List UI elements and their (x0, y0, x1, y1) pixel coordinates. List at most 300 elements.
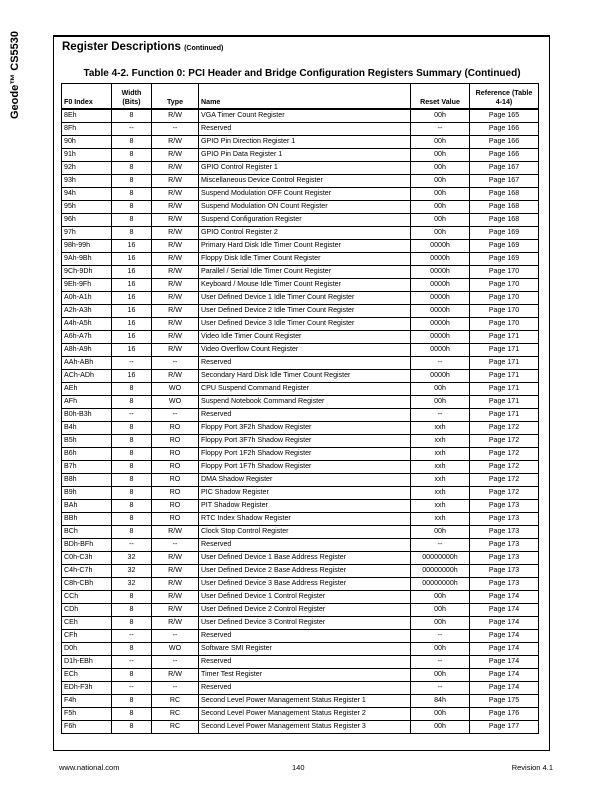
cell-width: 8 (112, 227, 152, 240)
cell-name: GPIO Pin Direction Register 1 (199, 136, 411, 149)
header-width: Width (Bits) (112, 84, 152, 110)
cell-reference: Page 168 (470, 214, 539, 227)
cell-reference: Page 169 (470, 227, 539, 240)
table-row (62, 539, 539, 552)
cell-type: -- (152, 539, 199, 552)
cell-reset: -- (411, 123, 470, 136)
table-header-row (62, 84, 539, 110)
cell-type: RO (152, 461, 199, 474)
cell-reset: -- (411, 357, 470, 370)
cell-reference: Page 174 (470, 604, 539, 617)
cell-name: CPU Suspend Command Register (199, 383, 411, 396)
cell-name: PIC Shadow Register (199, 487, 411, 500)
cell-width: 8 (112, 136, 152, 149)
cell-width: 8 (112, 669, 152, 682)
cell-type: WO (152, 396, 199, 409)
cell-width: 8 (112, 162, 152, 175)
cell-name: Suspend Modulation ON Count Register (199, 201, 411, 214)
cell-index: BBh (62, 513, 112, 526)
cell-type: R/W (152, 305, 199, 318)
cell-name: Parallel / Serial Idle Timer Count Register (199, 266, 411, 279)
cell-name: Suspend Configuration Register (199, 214, 411, 227)
table-row (62, 162, 539, 175)
cell-index: CFh (62, 630, 112, 643)
cell-width: 16 (112, 344, 152, 357)
table-row (62, 630, 539, 643)
cell-type: R/W (152, 526, 199, 539)
cell-width: -- (112, 682, 152, 695)
cell-width: 8 (112, 708, 152, 721)
table-row (62, 136, 539, 149)
section-title-text: Register Descriptions (62, 41, 181, 53)
cell-name: Video Idle Timer Count Register (199, 331, 411, 344)
table-row (62, 149, 539, 162)
cell-reference: Page 168 (470, 201, 539, 214)
cell-name: Floppy Port 3F7h Shadow Register (199, 435, 411, 448)
cell-index: B8h (62, 474, 112, 487)
cell-name: Video Overflow Count Register (199, 344, 411, 357)
cell-type: -- (152, 630, 199, 643)
cell-reference: Page 165 (470, 109, 539, 123)
table-row (62, 448, 539, 461)
cell-reset: -- (411, 539, 470, 552)
cell-reset: 00h (411, 188, 470, 201)
cell-reference: Page 174 (470, 682, 539, 695)
cell-index: 9Ah-9Bh (62, 253, 112, 266)
cell-reset: 00000000h (411, 552, 470, 565)
table-row (62, 552, 539, 565)
cell-name: Timer Test Register (199, 669, 411, 682)
cell-index: C8h-CBh (62, 578, 112, 591)
table-row (62, 474, 539, 487)
table-row (62, 695, 539, 708)
table-row (62, 357, 539, 370)
cell-type: R/W (152, 214, 199, 227)
cell-reset: 00h (411, 669, 470, 682)
cell-index: 98h-99h (62, 240, 112, 253)
cell-reference: Page 174 (470, 591, 539, 604)
cell-reference: Page 171 (470, 370, 539, 383)
cell-type: -- (152, 357, 199, 370)
cell-width: -- (112, 539, 152, 552)
cell-name: Floppy Disk Idle Timer Count Register (199, 253, 411, 266)
cell-reset: 00h (411, 721, 470, 734)
cell-name: Miscellaneous Device Control Register (199, 175, 411, 188)
cell-type: RC (152, 721, 199, 734)
cell-reset: xxh (411, 513, 470, 526)
cell-name: User Defined Device 3 Base Address Register (199, 578, 411, 591)
cell-reset: xxh (411, 422, 470, 435)
cell-name: Reserved (199, 357, 411, 370)
cell-index: EDh-F3h (62, 682, 112, 695)
cell-name: User Defined Device 1 Control Register (199, 591, 411, 604)
cell-reference: Page 176 (470, 708, 539, 721)
cell-reset: -- (411, 409, 470, 422)
cell-name: Floppy Port 1F7h Shadow Register (199, 461, 411, 474)
side-product-label (4, 30, 26, 120)
cell-width: 8 (112, 721, 152, 734)
cell-index: B9h (62, 487, 112, 500)
table-row (62, 526, 539, 539)
cell-type: -- (152, 123, 199, 136)
cell-reset: -- (411, 630, 470, 643)
cell-name: Reserved (199, 682, 411, 695)
cell-index: D1h-EBh (62, 656, 112, 669)
cell-reference: Page 172 (470, 448, 539, 461)
cell-reference: Page 172 (470, 474, 539, 487)
cell-type: R/W (152, 188, 199, 201)
table-row (62, 396, 539, 409)
cell-width: 8 (112, 435, 152, 448)
header-reference: Reference (Table 4-14) (470, 84, 539, 110)
cell-width: 8 (112, 695, 152, 708)
cell-index: 95h (62, 201, 112, 214)
cell-reset: 00h (411, 591, 470, 604)
cell-width: 8 (112, 422, 152, 435)
table-row (62, 656, 539, 669)
cell-reference: Page 166 (470, 136, 539, 149)
cell-reset: xxh (411, 435, 470, 448)
cell-type: R/W (152, 552, 199, 565)
cell-name: User Defined Device 1 Idle Timer Count Register (199, 292, 411, 305)
cell-width: 8 (112, 396, 152, 409)
header-index: F0 Index (62, 84, 112, 110)
cell-type: RO (152, 487, 199, 500)
cell-name: GPIO Pin Data Register 1 (199, 149, 411, 162)
cell-index: CDh (62, 604, 112, 617)
cell-reset: 0000h (411, 344, 470, 357)
cell-type: R/W (152, 266, 199, 279)
cell-index: 91h (62, 149, 112, 162)
cell-index: BDh-BFh (62, 539, 112, 552)
side-product-label-text: Geode™ CS5530 (9, 30, 21, 120)
cell-index: F4h (62, 695, 112, 708)
cell-name: Reserved (199, 539, 411, 552)
cell-reference: Page 171 (470, 357, 539, 370)
cell-reset: 0000h (411, 253, 470, 266)
cell-reset: 0000h (411, 279, 470, 292)
cell-width: 16 (112, 318, 152, 331)
cell-index: AAh-ABh (62, 357, 112, 370)
cell-reference: Page 170 (470, 266, 539, 279)
cell-name: GPIO Control Register 2 (199, 227, 411, 240)
cell-reset: xxh (411, 461, 470, 474)
cell-reference: Page 174 (470, 630, 539, 643)
cell-name: Primary Hard Disk Idle Timer Count Register (199, 240, 411, 253)
table-row (62, 201, 539, 214)
cell-index: D0h (62, 643, 112, 656)
cell-name: Keyboard / Mouse Idle Timer Count Register (199, 279, 411, 292)
cell-width: 8 (112, 175, 152, 188)
cell-width: 16 (112, 331, 152, 344)
cell-reset: 00h (411, 214, 470, 227)
cell-width: 8 (112, 188, 152, 201)
cell-index: B0h-B3h (62, 409, 112, 422)
cell-type: R/W (152, 565, 199, 578)
cell-index: B4h (62, 422, 112, 435)
cell-reset: 00h (411, 708, 470, 721)
cell-width: 8 (112, 214, 152, 227)
cell-index: A8h-A9h (62, 344, 112, 357)
cell-index: F6h (62, 721, 112, 734)
cell-width: 8 (112, 643, 152, 656)
cell-width: 8 (112, 487, 152, 500)
cell-reference: Page 169 (470, 253, 539, 266)
cell-type: RO (152, 448, 199, 461)
cell-type: R/W (152, 604, 199, 617)
cell-width: 8 (112, 109, 152, 123)
cell-reference: Page 169 (470, 240, 539, 253)
cell-index: CCh (62, 591, 112, 604)
table-caption: Table 4-2. Function 0: PCI Header and Bridge Configuration Registers Summary (Continued) (83, 68, 521, 79)
table-row (62, 591, 539, 604)
table-row (62, 227, 539, 240)
table-row (62, 617, 539, 630)
cell-reset: 00h (411, 201, 470, 214)
cell-name: User Defined Device 1 Base Address Register (199, 552, 411, 565)
cell-reset: 00000000h (411, 578, 470, 591)
table-row (62, 643, 539, 656)
table-row (62, 123, 539, 136)
cell-width: 8 (112, 461, 152, 474)
cell-width: 16 (112, 279, 152, 292)
cell-index: CEh (62, 617, 112, 630)
cell-index: 94h (62, 188, 112, 201)
footer-page-number: 140 (292, 763, 305, 772)
cell-index: 93h (62, 175, 112, 188)
cell-type: R/W (152, 162, 199, 175)
cell-reference: Page 173 (470, 552, 539, 565)
cell-width: 8 (112, 500, 152, 513)
cell-name: Suspend Notebook Command Register (199, 396, 411, 409)
cell-width: -- (112, 357, 152, 370)
cell-reference: Page 177 (470, 721, 539, 734)
cell-width: 8 (112, 526, 152, 539)
cell-reset: 00h (411, 526, 470, 539)
cell-reset: 0000h (411, 292, 470, 305)
cell-reference: Page 174 (470, 656, 539, 669)
cell-index: 8Eh (62, 109, 112, 123)
register-table (61, 83, 539, 734)
cell-reset: 0000h (411, 370, 470, 383)
cell-width: 16 (112, 266, 152, 279)
cell-width: 8 (112, 448, 152, 461)
cell-type: R/W (152, 136, 199, 149)
table-row (62, 487, 539, 500)
cell-width: 32 (112, 565, 152, 578)
cell-index: C0h-C3h (62, 552, 112, 565)
cell-reference: Page 167 (470, 162, 539, 175)
cell-reference: Page 174 (470, 617, 539, 630)
cell-type: RO (152, 474, 199, 487)
cell-index: 96h (62, 214, 112, 227)
cell-name: Reserved (199, 123, 411, 136)
cell-type: R/W (152, 253, 199, 266)
header-type: Type (152, 84, 199, 110)
cell-type: R/W (152, 292, 199, 305)
cell-index: F5h (62, 708, 112, 721)
table-row (62, 435, 539, 448)
footer-revision: Revision 4.1 (511, 763, 553, 772)
cell-reference: Page 173 (470, 500, 539, 513)
cell-reference: Page 170 (470, 318, 539, 331)
cell-name: Clock Stop Control Register (199, 526, 411, 539)
cell-width: 16 (112, 240, 152, 253)
cell-reference: Page 175 (470, 695, 539, 708)
cell-type: R/W (152, 370, 199, 383)
cell-reset: -- (411, 682, 470, 695)
cell-reset: 00h (411, 643, 470, 656)
cell-index: 8Fh (62, 123, 112, 136)
table-row (62, 500, 539, 513)
cell-index: ECh (62, 669, 112, 682)
cell-type: R/W (152, 175, 199, 188)
cell-width: 16 (112, 292, 152, 305)
cell-width: -- (112, 409, 152, 422)
section-title (62, 41, 223, 53)
cell-reference: Page 166 (470, 123, 539, 136)
table-row (62, 565, 539, 578)
table-row (62, 708, 539, 721)
cell-index: C4h-C7h (62, 565, 112, 578)
cell-reference: Page 172 (470, 435, 539, 448)
cell-type: -- (152, 682, 199, 695)
cell-type: R/W (152, 318, 199, 331)
cell-index: 92h (62, 162, 112, 175)
table-body (62, 109, 539, 734)
cell-width: 32 (112, 552, 152, 565)
cell-name: Floppy Port 3F2h Shadow Register (199, 422, 411, 435)
cell-name: Second Level Power Management Status Register 1 (199, 695, 411, 708)
table-row (62, 370, 539, 383)
table-row (62, 305, 539, 318)
cell-reset: xxh (411, 500, 470, 513)
cell-name: User Defined Device 3 Control Register (199, 617, 411, 630)
cell-reset: 0000h (411, 331, 470, 344)
cell-width: 8 (112, 604, 152, 617)
cell-reference: Page 167 (470, 175, 539, 188)
cell-reference: Page 174 (470, 643, 539, 656)
cell-index: BCh (62, 526, 112, 539)
cell-reference: Page 168 (470, 188, 539, 201)
table-row (62, 109, 539, 123)
table-row (62, 344, 539, 357)
cell-type: R/W (152, 279, 199, 292)
cell-reset: 00h (411, 175, 470, 188)
table-row (62, 214, 539, 227)
cell-reference: Page 166 (470, 149, 539, 162)
cell-name: User Defined Device 2 Idle Timer Count Register (199, 305, 411, 318)
cell-name: User Defined Device 2 Control Register (199, 604, 411, 617)
cell-reference: Page 171 (470, 331, 539, 344)
cell-reset: xxh (411, 448, 470, 461)
cell-index: 90h (62, 136, 112, 149)
table-row (62, 175, 539, 188)
cell-type: RO (152, 435, 199, 448)
cell-type: RO (152, 513, 199, 526)
cell-width: 8 (112, 513, 152, 526)
cell-reset: 00h (411, 383, 470, 396)
cell-name: GPIO Control Register 1 (199, 162, 411, 175)
cell-reference: Page 170 (470, 279, 539, 292)
cell-reset: 00h (411, 617, 470, 630)
cell-index: A0h-A1h (62, 292, 112, 305)
cell-reset: xxh (411, 487, 470, 500)
table-row (62, 721, 539, 734)
cell-reference: Page 172 (470, 487, 539, 500)
cell-type: R/W (152, 331, 199, 344)
cell-width: 16 (112, 370, 152, 383)
table-row (62, 240, 539, 253)
cell-reset: 00h (411, 162, 470, 175)
cell-width: -- (112, 630, 152, 643)
cell-type: RO (152, 422, 199, 435)
cell-reset: 00h (411, 227, 470, 240)
cell-reference: Page 172 (470, 461, 539, 474)
footer-website: www.national.com (59, 763, 120, 772)
cell-width: 16 (112, 253, 152, 266)
cell-index: 9Eh-9Fh (62, 279, 112, 292)
cell-name: Floppy Port 1F2h Shadow Register (199, 448, 411, 461)
cell-type: R/W (152, 227, 199, 240)
cell-index: B7h (62, 461, 112, 474)
cell-reset: -- (411, 656, 470, 669)
cell-width: -- (112, 123, 152, 136)
cell-reset: 0000h (411, 318, 470, 331)
cell-index: B5h (62, 435, 112, 448)
cell-reset: 00h (411, 109, 470, 123)
table-row (62, 682, 539, 695)
cell-reference: Page 172 (470, 422, 539, 435)
table-row (62, 422, 539, 435)
cell-width: 32 (112, 578, 152, 591)
table-row (62, 318, 539, 331)
cell-type: R/W (152, 617, 199, 630)
cell-reference: Page 171 (470, 344, 539, 357)
cell-width: 8 (112, 201, 152, 214)
table-row (62, 266, 539, 279)
table-row (62, 279, 539, 292)
cell-type: R/W (152, 109, 199, 123)
cell-type: R/W (152, 578, 199, 591)
cell-type: RC (152, 695, 199, 708)
cell-index: 9Ch-9Dh (62, 266, 112, 279)
cell-index: AEh (62, 383, 112, 396)
cell-width: 8 (112, 149, 152, 162)
table-row (62, 331, 539, 344)
cell-type: R/W (152, 591, 199, 604)
cell-index: B6h (62, 448, 112, 461)
cell-reference: Page 171 (470, 396, 539, 409)
table-row (62, 604, 539, 617)
table-row (62, 188, 539, 201)
cell-index: A4h-A5h (62, 318, 112, 331)
header-reset: Reset Value (411, 84, 470, 110)
cell-reference: Page 170 (470, 305, 539, 318)
cell-type: R/W (152, 149, 199, 162)
cell-name: Reserved (199, 409, 411, 422)
cell-reset: 00h (411, 136, 470, 149)
cell-type: WO (152, 643, 199, 656)
cell-type: R/W (152, 669, 199, 682)
cell-name: Second Level Power Management Status Register 3 (199, 721, 411, 734)
table-row (62, 292, 539, 305)
table-row (62, 409, 539, 422)
cell-reset: 00h (411, 149, 470, 162)
cell-reset: 0000h (411, 305, 470, 318)
cell-reset: 0000h (411, 266, 470, 279)
table-row (62, 578, 539, 591)
